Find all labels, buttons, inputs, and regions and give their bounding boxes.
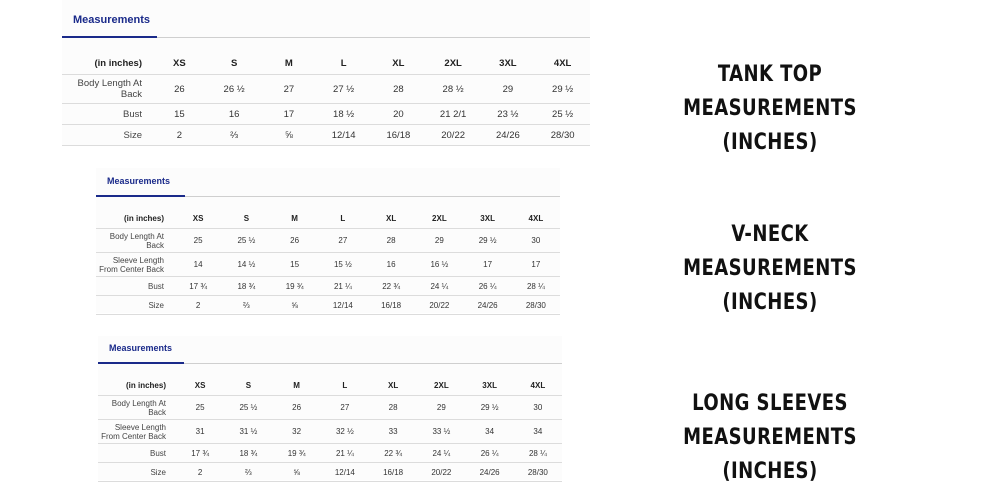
caption-title: TANK TOP xyxy=(717,62,823,87)
table-cell: 28/30 xyxy=(514,463,562,482)
table-cell: 26 ½ xyxy=(207,75,262,104)
table-row xyxy=(98,444,562,463)
table-row xyxy=(98,463,562,482)
table-cell: 27 ½ xyxy=(316,75,371,104)
table-cell: 25 xyxy=(174,229,222,253)
table-cell: 16 xyxy=(207,104,262,125)
size-header: 2XL xyxy=(426,52,481,75)
table-cell: 17 xyxy=(464,253,512,277)
table-cell: 29 xyxy=(415,229,463,253)
size-header: 3XL xyxy=(464,208,512,229)
table-cell: 33 ½ xyxy=(417,420,465,444)
table-cell: 26 xyxy=(273,396,321,420)
table-cell: 21 2/1 xyxy=(426,104,481,125)
table-cell: 31 xyxy=(176,420,224,444)
table-cell: 28 xyxy=(367,229,415,253)
table-cell: 34 xyxy=(466,420,514,444)
table-cell: 2 xyxy=(152,125,207,146)
table-cell: ⅝ xyxy=(271,296,319,315)
table-cell: 17 ¾ xyxy=(174,277,222,296)
size-header: XL xyxy=(369,375,417,396)
table-cell: 16 xyxy=(367,253,415,277)
table-header-row xyxy=(98,375,562,396)
table-cell: 20/22 xyxy=(417,463,465,482)
table-cell: 27 xyxy=(319,229,367,253)
row-label: Size xyxy=(62,125,152,146)
table-row xyxy=(96,229,560,253)
table-cell: 22 ¾ xyxy=(367,277,415,296)
table-row xyxy=(96,277,560,296)
tab-divider xyxy=(157,37,590,38)
table-cell: 28/30 xyxy=(535,125,590,146)
table-cell: 25 ½ xyxy=(535,104,590,125)
size-header: L xyxy=(316,52,371,75)
tab-divider xyxy=(184,363,562,364)
table-cell: 29 ½ xyxy=(535,75,590,104)
tank-top-size-table xyxy=(62,52,590,146)
measurements-tab[interactable]: Measurements xyxy=(96,172,185,197)
table-cell: 16 ½ xyxy=(415,253,463,277)
table-cell: 15 ½ xyxy=(319,253,367,277)
table-cell: 20/22 xyxy=(415,296,463,315)
table-cell: ⅔ xyxy=(224,463,272,482)
table-cell: 26 ¼ xyxy=(466,444,514,463)
caption-subtitle: MEASUREMENTS (INCHES) xyxy=(683,425,857,484)
row-label: Bust xyxy=(96,277,174,296)
table-header-row xyxy=(96,208,560,229)
row-label: Body Length At Back xyxy=(98,396,176,420)
table-cell: 28 ¼ xyxy=(514,444,562,463)
table-cell: 15 xyxy=(152,104,207,125)
row-label: Body Length At Back xyxy=(96,229,174,253)
table-cell: 15 xyxy=(271,253,319,277)
table-cell: 32 xyxy=(273,420,321,444)
table-cell: 2 xyxy=(174,296,222,315)
table-cell: 25 ½ xyxy=(222,229,270,253)
size-header: XS xyxy=(174,208,222,229)
size-header: 3XL xyxy=(466,375,514,396)
table-cell: 28 xyxy=(369,396,417,420)
table-cell: 27 xyxy=(321,396,369,420)
table-cell: 23 ½ xyxy=(481,104,536,125)
table-cell: 25 ½ xyxy=(224,396,272,420)
caption-title: V-NECK xyxy=(731,222,809,247)
table-row xyxy=(62,125,590,146)
v-neck-caption xyxy=(647,218,893,320)
measurements-tab[interactable]: Measurements xyxy=(62,10,157,38)
table-cell: 20/22 xyxy=(426,125,481,146)
size-header: XS xyxy=(176,375,224,396)
table-cell: 12/14 xyxy=(321,463,369,482)
table-row xyxy=(98,396,562,420)
size-header: 2XL xyxy=(417,375,465,396)
row-label: Body Length At Back xyxy=(62,75,152,104)
table-cell: 24/26 xyxy=(464,296,512,315)
table-cell: 28/30 xyxy=(512,296,560,315)
size-header: 2XL xyxy=(415,208,463,229)
size-header: S xyxy=(224,375,272,396)
tank-top-measurements-panel xyxy=(62,0,590,145)
table-cell: 29 xyxy=(481,75,536,104)
table-cell: 26 xyxy=(152,75,207,104)
table-cell: 18 ¾ xyxy=(224,444,272,463)
table-cell: 2 xyxy=(176,463,224,482)
table-cell: 29 xyxy=(417,396,465,420)
table-cell: ⅝ xyxy=(262,125,317,146)
table-cell: 21 ¼ xyxy=(319,277,367,296)
size-header: S xyxy=(207,52,262,75)
size-header: XS xyxy=(152,52,207,75)
table-row xyxy=(96,253,560,277)
size-header: M xyxy=(262,52,317,75)
v-neck-size-table xyxy=(96,208,560,315)
row-label: Sleeve Length From Center Back xyxy=(98,420,176,444)
table-cell: 25 xyxy=(176,396,224,420)
table-cell: 26 ¼ xyxy=(464,277,512,296)
table-cell: 19 ¾ xyxy=(273,444,321,463)
size-header: XL xyxy=(367,208,415,229)
table-cell: 17 ¾ xyxy=(176,444,224,463)
row-label: Size xyxy=(96,296,174,315)
table-cell: 30 xyxy=(512,229,560,253)
table-cell: 16/18 xyxy=(371,125,426,146)
row-label: Bust xyxy=(62,104,152,125)
table-cell: 18 ¾ xyxy=(222,277,270,296)
measurements-tab[interactable]: Measurements xyxy=(98,339,184,364)
table-cell: 34 xyxy=(514,420,562,444)
table-cell: 16/18 xyxy=(367,296,415,315)
table-cell: 24 ¼ xyxy=(415,277,463,296)
size-header: 3XL xyxy=(481,52,536,75)
size-header: L xyxy=(321,375,369,396)
table-cell: 29 ½ xyxy=(466,396,514,420)
caption-subtitle: MEASUREMENTS (INCHES) xyxy=(683,96,857,155)
table-cell: 28 ¼ xyxy=(512,277,560,296)
row-label: Size xyxy=(98,463,176,482)
table-cell: 24/26 xyxy=(481,125,536,146)
size-header: L xyxy=(319,208,367,229)
table-row xyxy=(62,75,590,104)
table-cell: 21 ¼ xyxy=(321,444,369,463)
table-cell: ⅔ xyxy=(222,296,270,315)
table-cell: 28 xyxy=(371,75,426,104)
tank-top-caption xyxy=(647,58,893,160)
table-cell: 12/14 xyxy=(316,125,371,146)
table-cell: 17 xyxy=(262,104,317,125)
caption-subtitle: MEASUREMENTS (INCHES) xyxy=(683,256,857,315)
tab-divider xyxy=(185,196,560,197)
table-cell: 27 xyxy=(262,75,317,104)
table-cell: 20 xyxy=(371,104,426,125)
row-label: Sleeve Length From Center Back xyxy=(96,253,174,277)
table-cell: 30 xyxy=(514,396,562,420)
size-header: M xyxy=(273,375,321,396)
size-header: XL xyxy=(371,52,426,75)
table-cell: 16/18 xyxy=(369,463,417,482)
size-header: 4XL xyxy=(512,208,560,229)
unit-label: (in inches) xyxy=(62,52,152,75)
table-cell: 29 ½ xyxy=(464,229,512,253)
table-cell: 17 xyxy=(512,253,560,277)
unit-label: (in inches) xyxy=(96,208,174,229)
table-cell: 12/14 xyxy=(319,296,367,315)
size-header: S xyxy=(222,208,270,229)
table-row xyxy=(62,104,590,125)
long-sleeves-size-table xyxy=(98,375,562,482)
table-cell: 32 ½ xyxy=(321,420,369,444)
v-neck-measurements-panel xyxy=(96,168,560,313)
row-label: Bust xyxy=(98,444,176,463)
table-cell: 19 ¾ xyxy=(271,277,319,296)
table-cell: 18 ½ xyxy=(316,104,371,125)
table-cell: 24/26 xyxy=(466,463,514,482)
table-cell: 31 ½ xyxy=(224,420,272,444)
table-cell: 22 ¾ xyxy=(369,444,417,463)
unit-label: (in inches) xyxy=(98,375,176,396)
table-cell: 14 ½ xyxy=(222,253,270,277)
long-sleeves-caption xyxy=(647,387,893,489)
size-header: 4XL xyxy=(514,375,562,396)
table-row xyxy=(98,420,562,444)
long-sleeves-measurements-panel xyxy=(98,336,562,480)
table-cell: 24 ¼ xyxy=(417,444,465,463)
table-row xyxy=(96,296,560,315)
size-header: 4XL xyxy=(535,52,590,75)
table-cell: 26 xyxy=(271,229,319,253)
table-cell: 14 xyxy=(174,253,222,277)
table-header-row xyxy=(62,52,590,75)
table-cell: 28 ½ xyxy=(426,75,481,104)
table-cell: 33 xyxy=(369,420,417,444)
table-cell: ⅝ xyxy=(273,463,321,482)
caption-title: LONG SLEEVES xyxy=(692,391,848,416)
table-cell: ⅔ xyxy=(207,125,262,146)
size-header: M xyxy=(271,208,319,229)
